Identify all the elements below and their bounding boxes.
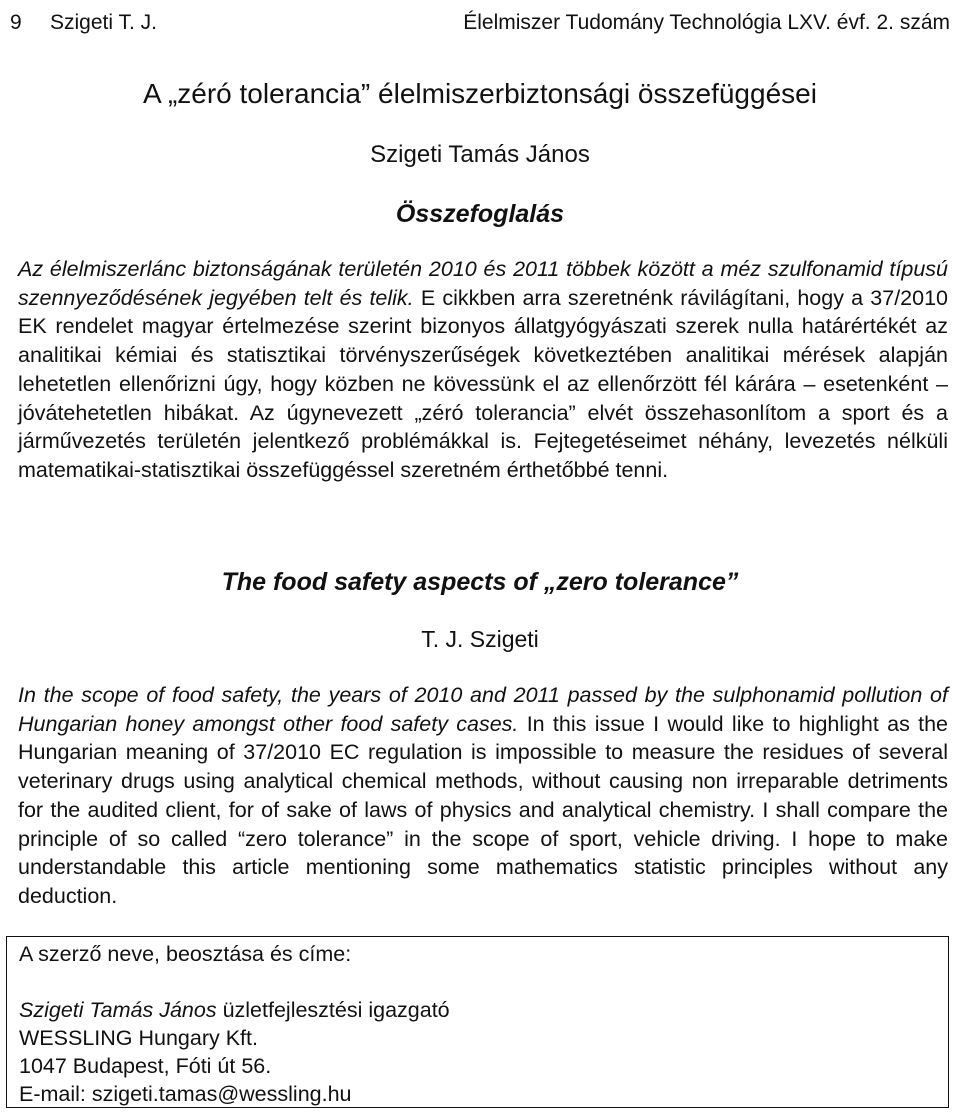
summary-sentence-2: E cikkben arra szeretnénk rávilágítani, hogy a 37/2010 EK rendelet magyar értelmezése szerint bizonyos állatgyógyászati szerek nulla határértékét az analitikai kémiai és statisztikai törvényszerűségek következtében analitikai mérések alapján lehetetlen ellenőrizni úgy, hogy közben ne kövessünk el az ellenőrzött fél kárára – esetenként – jóvátehetetlen hibákat. <box>18 285 948 425</box>
author-name: Szigeti Tamás János <box>370 141 590 168</box>
summary-text <box>18 255 948 485</box>
summary-heading: Összefoglalás <box>395 200 565 228</box>
page-number: 9 <box>10 11 22 34</box>
author-info-company: WESSLING Hungary Kft. <box>19 1026 258 1050</box>
author-info-position: üzletfejlesztési igazgató <box>216 998 450 1022</box>
summary-sentence-1: Az élelmiszerlánc biztonságának területén 2010 és 2011 többek között a méz szulfonamid típusú szennyeződésének jegyében telt és telik. <box>18 257 948 310</box>
author-info-name: Szigeti Tamás János <box>19 998 217 1022</box>
journal-name: Élelmiszer Tudomány Technológia LXV. évf. 2. szám <box>463 11 950 34</box>
author-info-name-line <box>19 996 450 1024</box>
author-info-email[interactable]: E-mail: szigeti.tamas@wessling.hu <box>19 1082 352 1106</box>
english-title: The food safety aspects of „zero tolerance” <box>221 568 739 596</box>
abstract-sentence-4: I hope to make understandable this article mentioning some mathematics statistic principles without any deduction. <box>18 826 948 908</box>
abstract-sentence-2: In this issue I would like to highlight as the Hungarian meaning of 37/2010 EC regulation is impossible to measure the residues of several veterinary drugs using analytical chemical methods, without causing non irreparable detriments for the audited client, for of sake of laws of physics and analytical chemistry. <box>18 711 949 822</box>
abstract-sentence-3: I shall compare the principle of so called “zero tolerance” in the scope of sport, vehicle driving. <box>18 797 948 851</box>
abstract-sentence-1: In the scope of food safety, the years of 2010 and 2011 passed by the sulphonamid pollution of Hungarian honey amongst other food safety cases. <box>18 683 948 736</box>
running-author: Szigeti T. J. <box>50 11 157 34</box>
author-info-address: 1047 Budapest, Fóti út 56. <box>19 1054 272 1078</box>
author-info-heading: A szerző neve, beosztása és címe: <box>19 942 352 966</box>
summary-sentence-4: Fejtegetéseimet néhány, levezetés nélküli matematikai-statisztikai összefüggéssel szeretném érthetőbbé tenni. <box>18 429 948 482</box>
running-header <box>10 8 950 38</box>
author-info-box <box>6 936 949 1108</box>
paper-title: A „zéró tolerancia” élelmiszerbiztonsági összefüggései <box>143 78 817 109</box>
english-author: T. J. Szigeti <box>421 626 539 652</box>
summary-sentence-3: Az úgynevezett „zéró tolerancia” elvét összehasonlítom a sport és a járművezetés területén jelentkező problémákkal is. <box>18 400 948 454</box>
english-abstract <box>18 681 948 911</box>
